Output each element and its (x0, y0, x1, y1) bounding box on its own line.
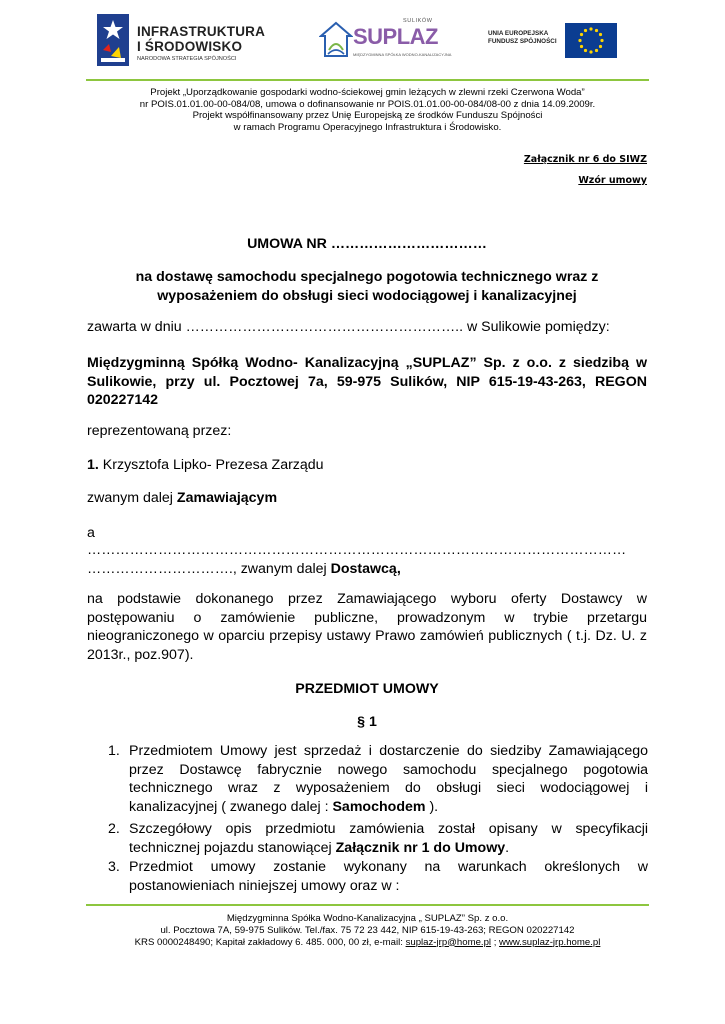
attachment-label: Załącznik nr 6 do SIWZ (523, 154, 647, 165)
project-line-4: w ramach Programu Operacyjnego Infrastruktura i Środowisko. (233, 121, 502, 133)
project-line-2: nr POIS.01.01.00-00-084/08, umowa o dofinansowanie nr POIS.01.01.00-00-084/08-00 z dnia 14.09.2009r. (139, 98, 596, 110)
called-ordering-party (87, 489, 647, 508)
contract-title: UMOWA NR …………………………… (247, 236, 487, 252)
item-bold: Samochodem (332, 798, 426, 815)
footer-line-3 (86, 937, 649, 949)
project-header (86, 87, 649, 133)
infra-line2: I ŚRODOWISKO (137, 39, 243, 54)
rep-name: Krzysztofa Lipko- Prezesa Zarządu (98, 457, 324, 473)
representative (87, 456, 647, 475)
item-text: Przedmiotem Umowy jest sprzedaż i dostarczenie do siedziby Zamawiającego przez Dostawcę fabrycznie nowego samochodu specjalnego pogotowia technicznego wraz z wyposażeniem do obsługi sieci wodociągowej i kanalizacyjnej ( zwanego dalej : (129, 743, 648, 815)
footer (86, 913, 649, 948)
list-item-1 (108, 742, 648, 816)
supplier-line (87, 560, 647, 579)
infrastruktura-emblem-icon (97, 14, 129, 66)
footer-line-2: ul. Pocztowa 7A, 59-975 Sulików. Tel./fax. 75 72 23 442, NIP 615-19-43-263; REGON 020227142 (160, 924, 575, 936)
footer-email-link[interactable]: suplaz-jrp@home.pl (405, 936, 492, 948)
supplier-prefix: …………………………., zwanym dalej (87, 561, 331, 577)
item-text-end: . (505, 839, 510, 856)
item-text: Przedmiot umowy zostanie wykonany na warunkach określonych w postanowieniach niniejszej umowy oraz w : (129, 859, 648, 894)
rep-number: 1. (87, 457, 99, 473)
footer-separator: ; (491, 936, 500, 948)
dots-line: …………………………………………………………………………………………………… (87, 542, 627, 558)
infra-sub: NARODOWA STRATEGIA SPÓJNOŚCI (137, 56, 237, 62)
logo-suplaz (319, 18, 452, 62)
suplaz-sub: MIĘDZYGMINNA SPÓŁKA WODNO-KANALIZACYJNA (353, 52, 452, 57)
eu-line2: FUNDUSZ SPÓJNOŚCI (488, 38, 557, 45)
and-word: a (87, 525, 95, 541)
footer-krs: KRS 0000248490; Kapitał zakładowy 6. 485. 000, 00 zł, e-mail: (134, 936, 406, 948)
represented-by: reprezentowaną przez: (87, 423, 232, 439)
contract-subject (87, 268, 647, 305)
item-text-end: ). (425, 798, 439, 815)
basis-paragraph: na podstawie dokonanego przez Zamawiającego wyboru oferty Dostawcy w postępowaniu o zamówienie publiczne, prowadzonym w trybie przetargu nieograniczonego w oparciu przepisy ustawy Prawo zamówień publicznych ( t.j. Dz. U. z 2013r., poz.907). (87, 591, 647, 663)
header-divider (86, 79, 649, 81)
eu-line1: UNIA EUROPEJSKA (488, 30, 549, 37)
list-item-2 (108, 820, 648, 857)
infra-line1: INFRASTRUKTURA (137, 24, 266, 39)
logo-eu-text (488, 30, 560, 46)
footer-website-link[interactable]: www.suplaz-jrp.home.pl (499, 936, 601, 948)
subject-line-1: na dostawę samochodu specjalnego pogotowia technicznego wraz z (135, 269, 599, 285)
project-line-1: Projekt „Uporządkowanie gospodarki wodno-ściekowej gmin leżących w zlewni rzeki Czerwona Woda” (150, 87, 585, 98)
subject-line-2: wyposażeniem do obsługi sieci wodociągowej i kanalizacyjnej (157, 287, 577, 304)
project-line-3: Projekt współfinansowany przez Unię Europejską ze środków Funduszu Spójności (192, 110, 543, 122)
footer-divider (86, 904, 649, 906)
item-bold: Załącznik nr 1 do Umowy (335, 839, 506, 856)
item-number: 1. (108, 743, 120, 759)
list-item-3 (108, 858, 648, 895)
section-title: PRZEDMIOT UMOWY (295, 681, 439, 697)
item-number: 3. (108, 859, 120, 875)
called-prefix: zwanym dalej (87, 490, 177, 506)
suplaz-house-icon (319, 20, 353, 60)
concluded-line: zawarta w dniu ………………………………………………….. w Sulikowie pomiędzy: (87, 319, 610, 335)
suplaz-small: SULIKÓW (403, 18, 433, 24)
supplier-bold: Dostawcą, (330, 561, 401, 577)
party-one: Międzygminną Spółką Wodno- Kanalizacyjną „SUPLAZ” Sp. z o.o. z siedzibą w Sulikowie, przy ul. Pocztowej 7a, 59-975 Sulików, NIP 615-19-43-263, REGON 020227142 (87, 355, 647, 409)
item-number: 2. (108, 821, 120, 837)
suplaz-name: SUPLAZ (353, 24, 438, 49)
item-text: Szczegółowy opis przedmiotu zamówienia został opisany w specyfikacji technicznej pojazdu stanowiącej (129, 821, 648, 856)
eu-flag-icon (565, 23, 617, 58)
paragraph-mark: § 1 (357, 714, 377, 730)
logo-infrastruktura (97, 14, 272, 66)
called-bold: Zamawiającym (176, 490, 278, 506)
footer-line-1: Międzygminna Spółka Wodno-Kanalizacyjna „ SUPLAZ” Sp. z o.o. (226, 913, 509, 924)
template-label: Wzór umowy (578, 175, 647, 186)
